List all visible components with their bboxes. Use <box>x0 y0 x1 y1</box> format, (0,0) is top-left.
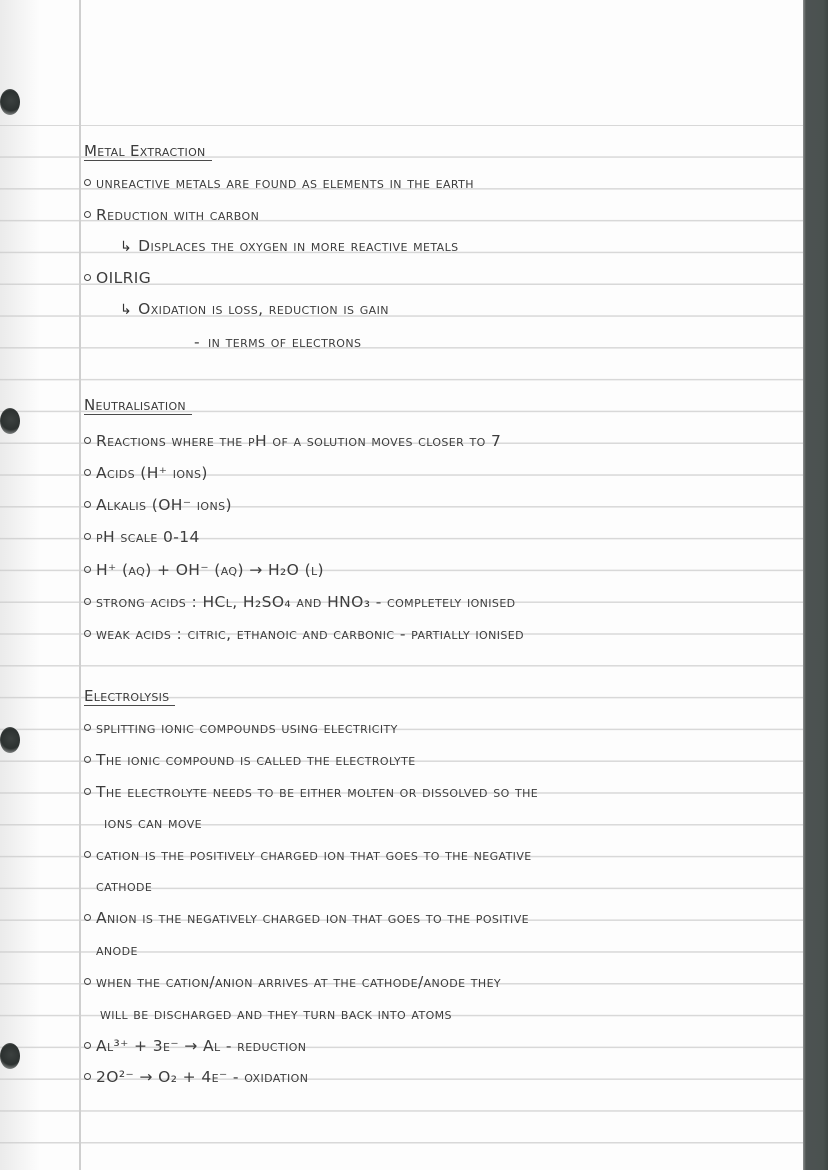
note-text: in terms of electrons <box>208 333 362 351</box>
note-text: pH scale 0-14 <box>96 528 200 546</box>
section-heading-neutralisation <box>84 395 192 415</box>
note-line <box>84 973 501 991</box>
note-text: The ionic compound is called the electrolyte <box>96 751 416 769</box>
punch-hole-icon <box>0 727 20 753</box>
note-line <box>84 206 259 224</box>
bullet-icon <box>84 1042 91 1049</box>
arrow-return-icon: ↳ <box>120 302 133 318</box>
note-line <box>84 751 416 769</box>
bullet-icon <box>84 851 91 858</box>
note-text: OILRIG <box>96 269 152 287</box>
note-text: Al³⁺ + 3e⁻ → Al - reduction <box>96 1037 307 1055</box>
heading-text: Neutralisation <box>84 396 186 414</box>
punch-hole-icon <box>0 408 20 434</box>
page-left-shadow <box>0 0 40 1170</box>
note-line-continued <box>96 877 152 895</box>
note-text: Displaces the oxygen in more reactive metals <box>138 237 459 255</box>
bullet-icon <box>84 566 91 573</box>
note-line <box>84 496 232 514</box>
note-line <box>84 174 474 192</box>
note-text: when the cation/anion arrives at the cathode/anode they <box>96 973 502 991</box>
note-text: Reactions where the pH of a solution moves closer to 7 <box>96 432 502 450</box>
bullet-icon <box>84 211 91 218</box>
note-text: Reduction with carbon <box>96 206 260 224</box>
bullet-icon <box>84 179 91 186</box>
heading-text: Metal Extraction <box>84 142 206 160</box>
bullet-icon <box>84 756 91 763</box>
heading-text: Electrolysis <box>84 687 170 705</box>
note-line <box>84 464 208 482</box>
note-line-continued <box>100 1005 452 1023</box>
punch-hole-icon <box>0 1043 20 1069</box>
bullet-icon <box>84 437 91 444</box>
note-text: weak acids : citric, ethanoic and carbonic - partially ionised <box>96 625 524 643</box>
bullet-icon <box>84 469 91 476</box>
note-text: splitting ionic compounds using electricity <box>96 719 398 737</box>
note-line <box>84 432 501 450</box>
note-line <box>84 1068 308 1086</box>
note-text: The electrolyte needs to be either molten or dissolved so the <box>96 783 539 801</box>
note-text: Acids (H⁺ ions) <box>96 464 208 482</box>
bullet-icon <box>84 724 91 731</box>
bullet-icon <box>84 501 91 508</box>
note-text: cathode <box>96 877 153 895</box>
note-line <box>84 561 324 579</box>
dash-icon: - <box>194 333 200 351</box>
bullet-icon <box>84 914 91 921</box>
section-heading-metal-extraction <box>84 141 212 161</box>
bullet-icon <box>84 598 91 605</box>
note-line <box>84 719 398 737</box>
note-text: anode <box>96 941 138 959</box>
bullet-icon <box>84 1073 91 1080</box>
note-text: H⁺ (aq) + OH⁻ (aq) → H₂O (l) <box>96 561 324 579</box>
note-line <box>84 528 200 546</box>
note-line <box>84 909 529 927</box>
note-line <box>84 1037 306 1055</box>
note-line <box>84 269 151 287</box>
punch-hole-icon <box>0 89 20 115</box>
note-text: will be discharged and they turn back into atoms <box>100 1005 452 1023</box>
note-line <box>84 625 524 643</box>
bullet-icon <box>84 274 91 281</box>
bullet-icon <box>84 533 91 540</box>
bullet-icon <box>84 788 91 795</box>
note-text: 2O²⁻ → O₂ + 4e⁻ - oxidation <box>96 1068 309 1086</box>
note-line <box>194 333 361 351</box>
binding-edge <box>803 0 828 1170</box>
note-text: ions can move <box>104 814 203 832</box>
note-line <box>84 846 532 864</box>
page-top-margin <box>0 0 803 125</box>
note-text: strong acids : HCl, H₂SO₄ and HNO₃ - completely ionised <box>96 593 516 611</box>
note-text: Alkalis (OH⁻ ions) <box>96 496 232 514</box>
note-text: cation is the positively charged ion that goes to the negative <box>96 846 532 864</box>
note-line <box>84 593 516 611</box>
note-line <box>84 783 538 801</box>
note-text: unreactive metals are found as elements in the earth <box>96 174 474 192</box>
margin-line <box>79 0 81 1170</box>
note-line <box>120 300 389 318</box>
note-line-continued <box>96 941 138 959</box>
note-line-continued <box>104 814 202 832</box>
note-line <box>120 237 458 255</box>
note-text: Oxidation is loss, reduction is gain <box>138 300 389 318</box>
note-text: Anion is the negatively charged ion that goes to the positive <box>96 909 529 927</box>
bullet-icon <box>84 630 91 637</box>
bullet-icon <box>84 978 91 985</box>
section-heading-electrolysis <box>84 686 175 706</box>
arrow-return-icon: ↳ <box>120 239 133 255</box>
